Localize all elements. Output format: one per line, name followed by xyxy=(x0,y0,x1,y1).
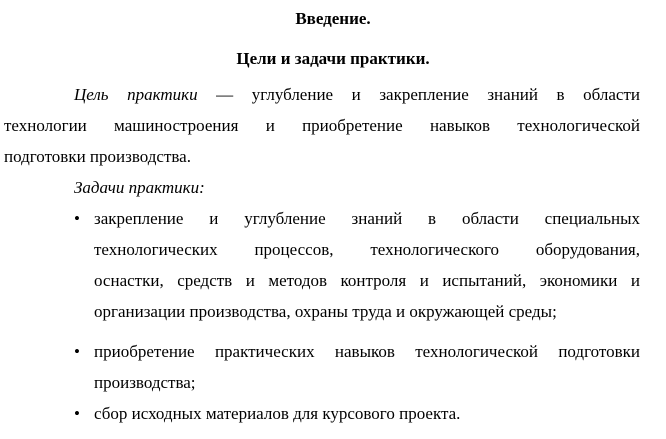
bullet-marker: • xyxy=(74,209,80,228)
bullet-3-line-1: сбор исходных материалов для курсового проекта. xyxy=(94,404,461,423)
goal-line-3: подготовки производства. xyxy=(4,147,191,166)
bullet-1-line-2: технологических процессов, технологического оборудования, xyxy=(94,240,640,259)
bullet-1-line-1: закрепление и углубление знаний в области специальных xyxy=(94,209,640,228)
bullet-1-line-3: оснастки, средств и методов контроля и испытаний, экономики и xyxy=(94,271,640,290)
bullet-marker: • xyxy=(74,404,80,423)
heading-introduction: Введение. xyxy=(295,9,371,28)
bullet-2-line-1: приобретение практических навыков технологической подготовки xyxy=(94,342,640,361)
bullet-2-line-2: производства; xyxy=(94,373,196,392)
bullet-1-line-4: организации производства, охраны труда и окружающей среды; xyxy=(94,302,557,321)
goal-label: Цель практики xyxy=(74,85,198,104)
tasks-label: Задачи практики: xyxy=(74,178,205,197)
goal-line-1 xyxy=(74,85,640,105)
bullet-marker: • xyxy=(74,342,80,361)
heading-goals-and-tasks: Цели и задачи практики. xyxy=(236,49,430,68)
goal-line-1-text: — углубление и закрепление знаний в области xyxy=(197,85,640,104)
goal-line-2: технологии машиностроения и приобретение навыков технологической xyxy=(4,116,640,135)
